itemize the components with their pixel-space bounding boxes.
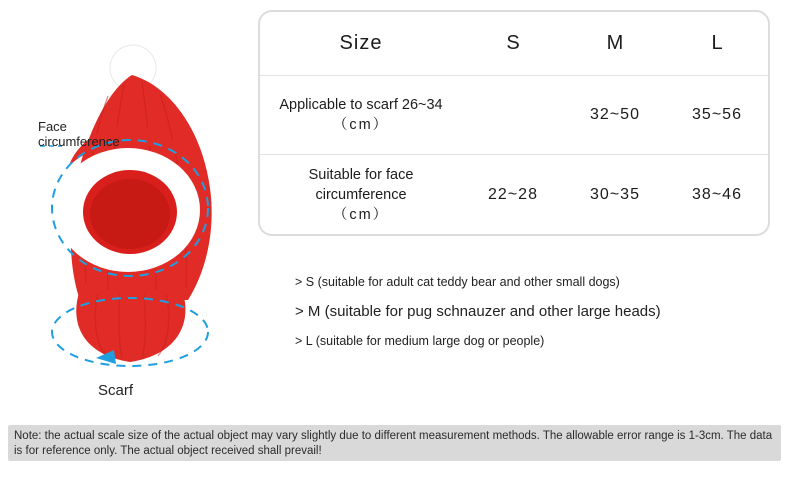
note-medium: > M (suitable for pug schnauzer and other large heads): [295, 303, 661, 320]
cell-face-l: 38~46: [692, 185, 742, 203]
scarf-label: Scarf: [98, 382, 134, 399]
face-circumference-label: Face circumference: [38, 119, 120, 149]
table-header-l: L: [666, 12, 768, 75]
table-header-s: S: [462, 12, 564, 75]
note-small: > S (suitable for adult cat teddy bear and other small dogs): [295, 275, 620, 289]
product-illustration: [0, 0, 258, 420]
cell-scarf-s: [462, 75, 564, 154]
disclaimer-note: Note: the actual scale size of the actual object may vary slightly due to different measurement methods. The allowable error range is 1-3cm. The data is for reference only. The actual object received shall prevail!: [8, 425, 781, 461]
size-notes: [295, 275, 765, 362]
row-label-face-text: Suitable for face circumference: [308, 166, 414, 203]
table-row: [260, 155, 768, 234]
santa-hat-scarf-illustration: [20, 18, 240, 378]
row-label-scarf-text: Applicable to scarf 26~34: [279, 96, 443, 113]
cell-face-s: 22~28: [488, 185, 538, 203]
table-header-m: M: [564, 12, 666, 75]
size-table: [260, 12, 768, 234]
row-label-scarf: [260, 75, 462, 154]
row-label-face-unit: （cm）: [332, 206, 390, 223]
row-label-scarf-unit: （cm）: [332, 116, 390, 133]
face-opening-shadow: [90, 179, 170, 249]
table-header-size: Size: [260, 12, 462, 75]
row-label-face: [260, 155, 462, 234]
cell-face-m: 30~35: [590, 185, 640, 203]
cell-scarf-l: 35~56: [666, 75, 768, 154]
table-row: [260, 75, 768, 154]
table-header-row: [260, 12, 768, 75]
size-table-card: [258, 10, 770, 236]
scarf-body: [76, 290, 185, 362]
cell-scarf-m: 32~50: [564, 75, 666, 154]
note-large: > L (suitable for medium large dog or people): [295, 334, 545, 348]
